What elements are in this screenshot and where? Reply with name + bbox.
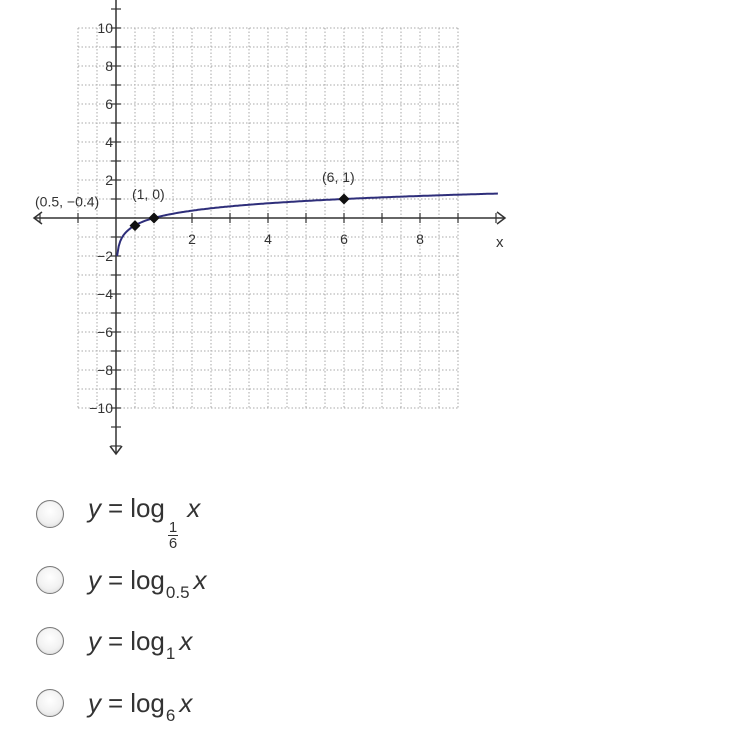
radio-button[interactable] <box>36 627 64 655</box>
y-tick-label: −6 <box>97 324 113 340</box>
fraction-numerator: 1 <box>168 518 178 536</box>
point-marker <box>339 194 350 205</box>
option-log-1[interactable] <box>36 621 336 661</box>
y-variable: y <box>88 687 101 718</box>
equals-sign: = <box>108 625 124 656</box>
log-function: log <box>130 492 165 523</box>
option-label <box>88 564 207 602</box>
option-label <box>88 492 201 552</box>
y-tick-label: 6 <box>105 96 113 112</box>
x-variable: x <box>179 687 193 718</box>
point-label: (1, 0) <box>132 186 165 202</box>
equals-sign: = <box>108 564 124 595</box>
point-label: (6, 1) <box>322 169 355 185</box>
log-base: 1 <box>165 643 176 663</box>
x-tick-label: 4 <box>264 231 272 247</box>
radio-button[interactable] <box>36 689 64 717</box>
point-label: (0.5, −0.4) <box>35 193 100 210</box>
equals-sign: = <box>108 687 124 718</box>
log-function: log <box>130 687 165 718</box>
x-tick-label: 8 <box>416 231 424 247</box>
y-tick-label: 10 <box>97 20 113 36</box>
x-tick-label: 2 <box>188 231 196 247</box>
radio-button[interactable] <box>36 500 64 528</box>
radio-button[interactable] <box>36 566 64 594</box>
log-base-fraction <box>168 520 178 551</box>
log-base: 0.5 <box>165 582 190 602</box>
option-log-one-sixth[interactable] <box>36 492 336 552</box>
y-variable: y <box>88 564 101 595</box>
y-tick-label: −8 <box>97 362 113 378</box>
y-tick-label: −4 <box>97 286 113 302</box>
y-tick-label: 2 <box>105 172 113 188</box>
log-base: 6 <box>165 705 176 725</box>
equals-sign: = <box>108 492 124 523</box>
x-variable: x <box>187 492 201 523</box>
fraction-denominator: 6 <box>168 534 178 552</box>
x-tick-label: 6 <box>340 231 348 247</box>
log-function: log <box>130 564 165 595</box>
log-function: log <box>130 625 165 656</box>
log-curve <box>117 194 498 256</box>
y-tick-label: −10 <box>89 400 113 416</box>
y-tick-label: 8 <box>105 58 113 74</box>
x-variable: x <box>179 625 193 656</box>
option-label <box>88 687 193 725</box>
option-log-6[interactable] <box>36 683 336 723</box>
y-tick-label: 4 <box>105 134 113 150</box>
x-axis-label: x <box>496 234 504 251</box>
y-variable: y <box>88 492 101 523</box>
option-label <box>88 625 193 663</box>
point-marker <box>149 213 160 224</box>
option-log-0-5[interactable] <box>36 560 336 600</box>
y-variable: y <box>88 625 101 656</box>
x-variable: x <box>193 564 207 595</box>
y-tick-label: −2 <box>97 248 113 264</box>
point-marker <box>130 220 141 231</box>
